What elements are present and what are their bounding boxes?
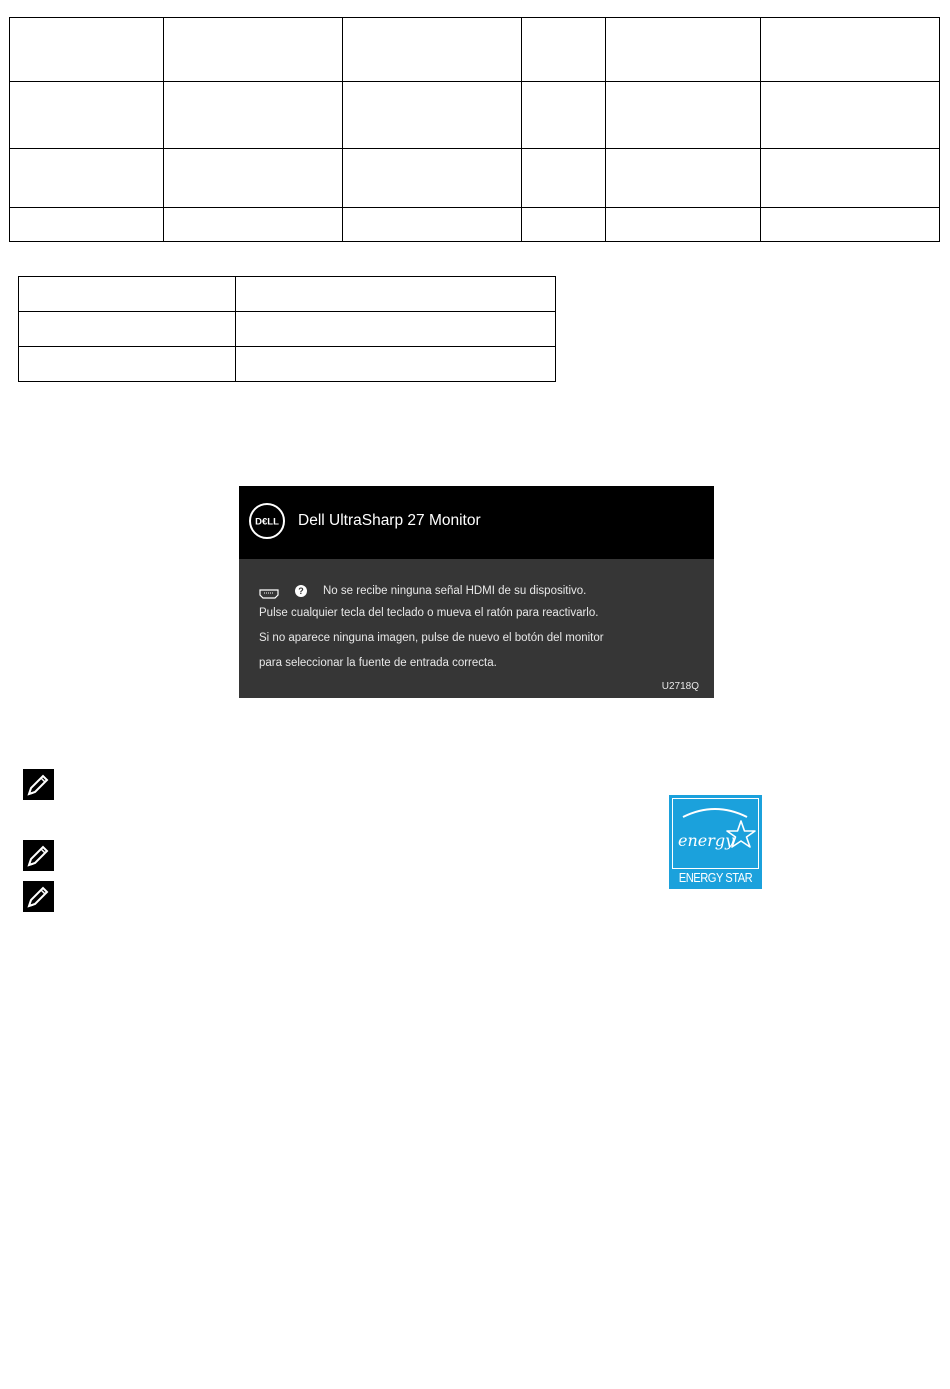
table-cell — [606, 18, 761, 82]
dell-logo — [249, 503, 285, 539]
help-icon: ? — [295, 585, 307, 597]
no-signal-osd-dialog — [239, 486, 714, 698]
table-cell — [10, 18, 164, 82]
table-cell — [19, 277, 236, 312]
dell-logo-text: D€LL — [255, 516, 279, 528]
energy-star-emblem-icon — [669, 795, 762, 870]
table-row — [10, 149, 940, 208]
table-cell — [761, 18, 940, 82]
table-cell — [606, 208, 761, 242]
osd-title: Dell UltraSharp 27 Monitor — [298, 512, 481, 529]
table-cell — [164, 208, 343, 242]
table-row — [10, 18, 940, 82]
table-cell — [522, 208, 606, 242]
table-cell — [761, 82, 940, 149]
table-cell — [164, 149, 343, 208]
energy-star-logo — [669, 795, 762, 889]
table-cell — [10, 208, 164, 242]
osd-model-number: U2718Q — [661, 681, 699, 692]
osd-message-row — [259, 582, 586, 600]
osd-header — [239, 486, 714, 559]
osd-message: No se recibe ninguna señal HDMI de su dispositivo. — [323, 585, 587, 597]
energy-star-script: energy — [678, 831, 735, 850]
table-cell — [761, 149, 940, 208]
table-cell — [236, 347, 556, 382]
table-cell — [164, 18, 343, 82]
table-cell — [522, 149, 606, 208]
table-cell — [761, 208, 940, 242]
table-cell — [10, 82, 164, 149]
table-cell — [606, 149, 761, 208]
table-cell — [164, 82, 343, 149]
table-row — [19, 347, 556, 382]
table-cell — [343, 208, 522, 242]
table-cell — [522, 18, 606, 82]
note-pencil-icon — [23, 881, 54, 912]
table-row — [10, 208, 940, 242]
osd-instruction-1: Pulse cualquier tecla del teclado o mueva el ratón para reactivarlo. — [259, 607, 599, 619]
table-row — [19, 277, 556, 312]
note-pencil-icon — [23, 840, 54, 871]
table-cell — [19, 312, 236, 347]
energy-star-label: ENERGY STAR — [678, 870, 753, 885]
table-row — [19, 312, 556, 347]
spec-table-2 — [18, 276, 556, 382]
osd-instruction-2: Si no aparece ninguna imagen, pulse de nuevo el botón del monitor — [259, 632, 604, 644]
table-cell — [343, 82, 522, 149]
table-cell — [236, 312, 556, 347]
spec-table-1 — [9, 17, 940, 242]
hdmi-port-icon — [259, 586, 279, 596]
table-cell — [343, 18, 522, 82]
note-pencil-icon — [23, 769, 54, 800]
table-cell — [606, 82, 761, 149]
table-cell — [343, 149, 522, 208]
table-cell — [236, 277, 556, 312]
table-cell — [19, 347, 236, 382]
table-row — [10, 82, 940, 149]
table-cell — [522, 82, 606, 149]
osd-instruction-3: para seleccionar la fuente de entrada correcta. — [259, 657, 497, 669]
table-cell — [10, 149, 164, 208]
